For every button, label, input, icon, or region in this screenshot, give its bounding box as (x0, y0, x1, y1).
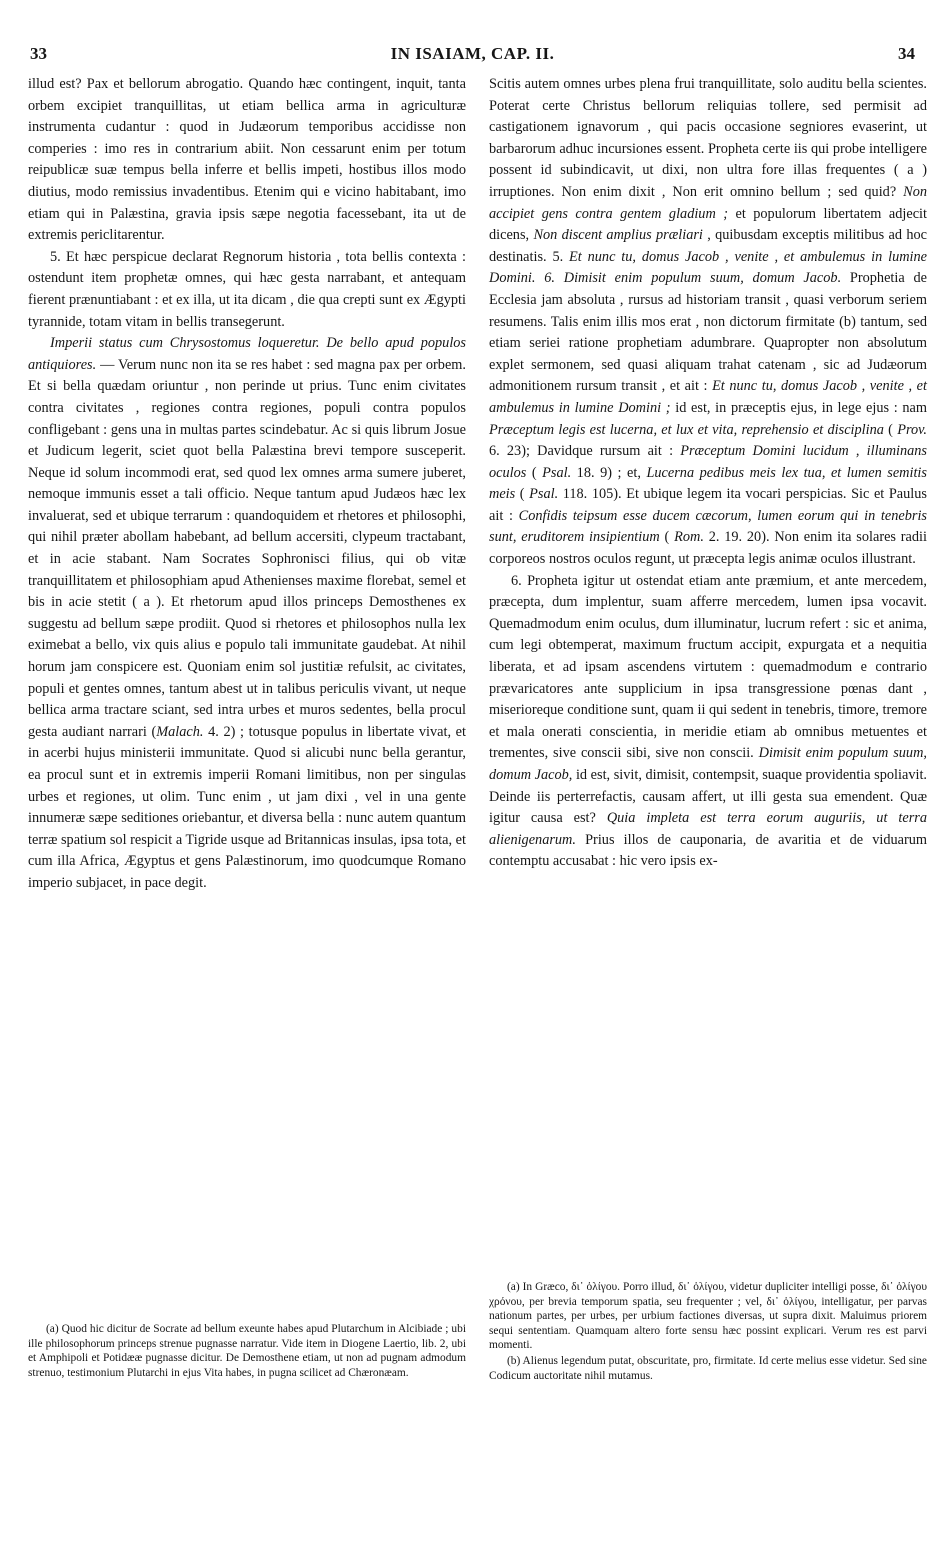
scripture-reference: Malach. (156, 723, 204, 740)
footnote: (b) Alienus legendum putat, obscuritate, pro, firmitate. Id certe melius esse videtur. Sed sine Codicum auctoritate nihil mutamus. (489, 1354, 927, 1382)
paragraph: Scitis autem omnes urbes plena frui tranquillitate, solo auditu bella scientes. Poterat certe Christus bellorum reliquias tollere, sed permisit ad castigationem ignavorum , qui pacis occasione segniores evaserint, ut barbarorum adhuc incursiones essent. Propheta certe iis qui probe intelligere possent id subindicavit, ut dixi, non ultra fore illas frequentes ( a ) irruptiones. Non enim dixit , Non erit omnino bellum ; sed quid? Non accipiet gens contra gentem gladium ; et populorum libertatem adjecit dicens, Non discent amplius præliari , quibusdam exceptis militibus ad hoc destinatis. 5. Et nunc tu, domus Jacob , venite , et ambulemus in lumine Domini. 6. Dimisit enim populum suum, domum Jacob. Prophetia de Ecclesia jam absoluta , rursus ad historiam transit , quasi verborum seriem resumens. Talis enim illis mos erat , non dictorum firmitate (b) tantum, sed etiam seriei ratione prophetiam adumbrare. Quapropter non absolutum explet sermonem, sed quasi aliquam trahat catenam , sic ad Judæorum admonitionem rursum transit , et ait : Et nunc tu, domus Jacob , venite , et ambulemus in lumine Domini ; id est, in præceptis ejus, in lege ejus : nam Præceptum legis est lucerna, et lux et vita, reprehensio et disciplina ( Prov. 6. 23); Davidque rursum ait : Præceptum Domini lucidum , illuminans oculos ( Psal. 18. 9) ; et, Lucerna pedibus meis lex tua, et lumen semitis meis ( Psal. 118. 105). Et ubique legem ita vocari perspicias. Sic et Paulus ait : Confidis teipsum esse ducem cæcorum, lumen eorum qui in tenebris sunt, eruditorem insipientium ( Rom. 2. 19. 20). Non enim ita solares radii corporeos nostros oculos regunt, ut præcepta legis animæ oculos illustrant. (489, 76, 928, 568)
page-number-left: 33 (30, 44, 47, 63)
footnote: (a) In Græco, δι᾽ ὀλίγου. Porro illud, δι᾽ ὀλίγου, videtur dupliciter intelligi posse, δι᾽ ὀλίγου χρόνου, per brevia temporum spatia, seu frequenter ; vel, δι᾽ ὀλίγου, intelligatur, per parvas nationum partes, per urbes, per urbium factiones diversas, ut supra dixit. Maluimus priorem sequi sententiam. Quamquam altero forte sensu hæc possint explicari. Verum res est parvi momenti. (489, 1281, 927, 1352)
page-header (30, 44, 915, 70)
paragraph: Imperii status cum Chrysostomus loqueretur. De bello apud populos antiquiores. — Verum nunc non ita se res habet : sed magna pax per orbem. Et si bella quædam oriuntur , non perinde ut prius. Tunc enim civitates contra civitates , regiones contra regiones, populi contra populos confligebant : gens una in multas partes scindebatur. Ac si quis librum Josue et Judicum legerit, sciet quot bella Palæstina brevi tempore susceperit. Neque id solum incommodi erat, sed quod lex omnes arma sumere juberet, nemoque immunis esset a tali officio. Neque tantum apud Judæos hæc lex invaluerat, sed et ubique terrarum : quandoquidem et rhetores et philosophi, qui nihil præter abollam habebant, ad bellum accersiti, clypeum tractabant, et in acie stabant. Nam Socrates Sophronisci filius, qui ob vitæ tranquillitatem et philosophiam apud Athenienses maxime florebat, semel et bis in acie stetit ( a ). Et rhetorum apud illos princeps Demosthenes ex suggestu ad bellum sæpe prodiit. Quod si rhetores et philosophos nulla lex eximebat a bello, vix quis alius e populo tali immunitate gaudebat. At nihil horum jam conspicere est. Quoniam enim sol justitiæ refulsit, ac civitates, populi et gentes omnes, tantum abest ut in talibus periculis vivant, ut neque bellica arma tractare sciant, sed intra urbes et muros sedentes, bella procul gesta audiant narrari (Malach. 4. 2) ; totusque populus in libertate vivat, et in acerbi hujus ministerii immunitate. Quod si alicubi nunc bella gerantur, ea procul sunt et in extremis imperii Romani limitibus, non per singulas urbes et regiones, ut olim. Tunc enim , ut jam dixi , vel in una gente innumeræ sæpe seditiones oriebantur, et diversa bella : nunc autem quantum terræ spatium sol respicit a Tigride usque ad Britannicas insulas, ipsa tota, et cum illa Africa, Ægyptus et gens Palæstinorum, imo quodcumque Romano imperio subjacet, in pace degit. (28, 335, 466, 891)
footnote: (a) Quod hic dicitur de Socrate ad bellum exeunte habes apud Plutarchum in Alcibiade ; ubi ille philosophorum princeps strenue pugnasse narratur. Vide item in Diogene Laertio, lib. 2, ubi et Amphipoli et Potidææ pugnasse dicitur. De Demosthene etiam, ut non ad pugnam admodum strenuo, testimonium Plutarchi in ejus Vita habes, in pugna scilicet ad Chæronæam. (28, 1323, 466, 1379)
footnotes-right (489, 1280, 927, 1384)
left-column (28, 74, 466, 1379)
right-column-text (489, 74, 927, 873)
paragraph: 6. Propheta igitur ut ostendat etiam ante præmium, et ante mercedem, præcepta, dum implentur, suam afferre mercedem, lumen ipsa vocavit. Quemadmodum enim oculus, dum illuminatur, lucrum refert : sic et anima, cum legi obtemperat, maximum fructum accipit, expurgata et a nequitia liberata, et ad ipsam ascendens virtutem : quemadmodum e contrario prævaricatores ante supplicium in ipsa transgressione pœnas dant , miserioreque conditione sunt, quam ii qui sedent in tenebris, timore, tremore et mala onerati conscientia, in meridie etiam ab omnibus metuentes et trementes, sive conscii sibi, sive non conscii. Dimisit enim populum suum, domum Jacob, id est, sivit, dimisit, contempsit, suaque providentia spoliavit. Deinde iis perterrefactis, causam affert, ut illi gesta sua emendent. Quæ igitur causa est? Quia impleta est terra eorum auguriis, ut terra alienigenarum. Prius illos de cauponaria, de avaritia et de viduarum contemptu accusabat : hic vero ipsis ex- (489, 572, 927, 870)
paragraph: 5. Et hæc perspicue declarat Regnorum historia , tota bellis contexta : ostendunt item prophetæ omnes, qui hæc gesta narrabant, et antequam fierent prænuntiabant : et ex illa, ut ita dicam , die qua crepti sunt ex Ægypti tyrannide, totam vitam in bellis transegerunt. (28, 248, 466, 330)
footnotes-left (28, 1322, 466, 1381)
section-heading: Imperii status cum Chrysostomus loqueretur. De bello apud populos antiquiores. (28, 335, 466, 373)
page-number-right: 34 (898, 44, 915, 63)
paragraph: illud est? Pax et bellorum abrogatio. Quando hæc contingent, inquit, tanta orbem excipiet tranquillitas, ut etiam bellica arma in agriculturæ instrumenta cudantur : quod in Judæorum temporibus accidisse non comperies : imo res in contrarium abiit. Non cessarunt enim per totum reipublicæ suæ tempus bella inferre et bellis impeti, hostibus illos modo diutius, modo remissius invadentibus. Etenim qui e vicino habitabant, imo etiam qui in Palæstina, gravia ipsis sæpe negotia facessebant, ita ut de extremis periclitarentur. (28, 76, 466, 244)
right-column (489, 74, 928, 1382)
left-column-text (28, 74, 466, 895)
running-title: IN ISAIAM, CAP. II. (390, 44, 555, 63)
